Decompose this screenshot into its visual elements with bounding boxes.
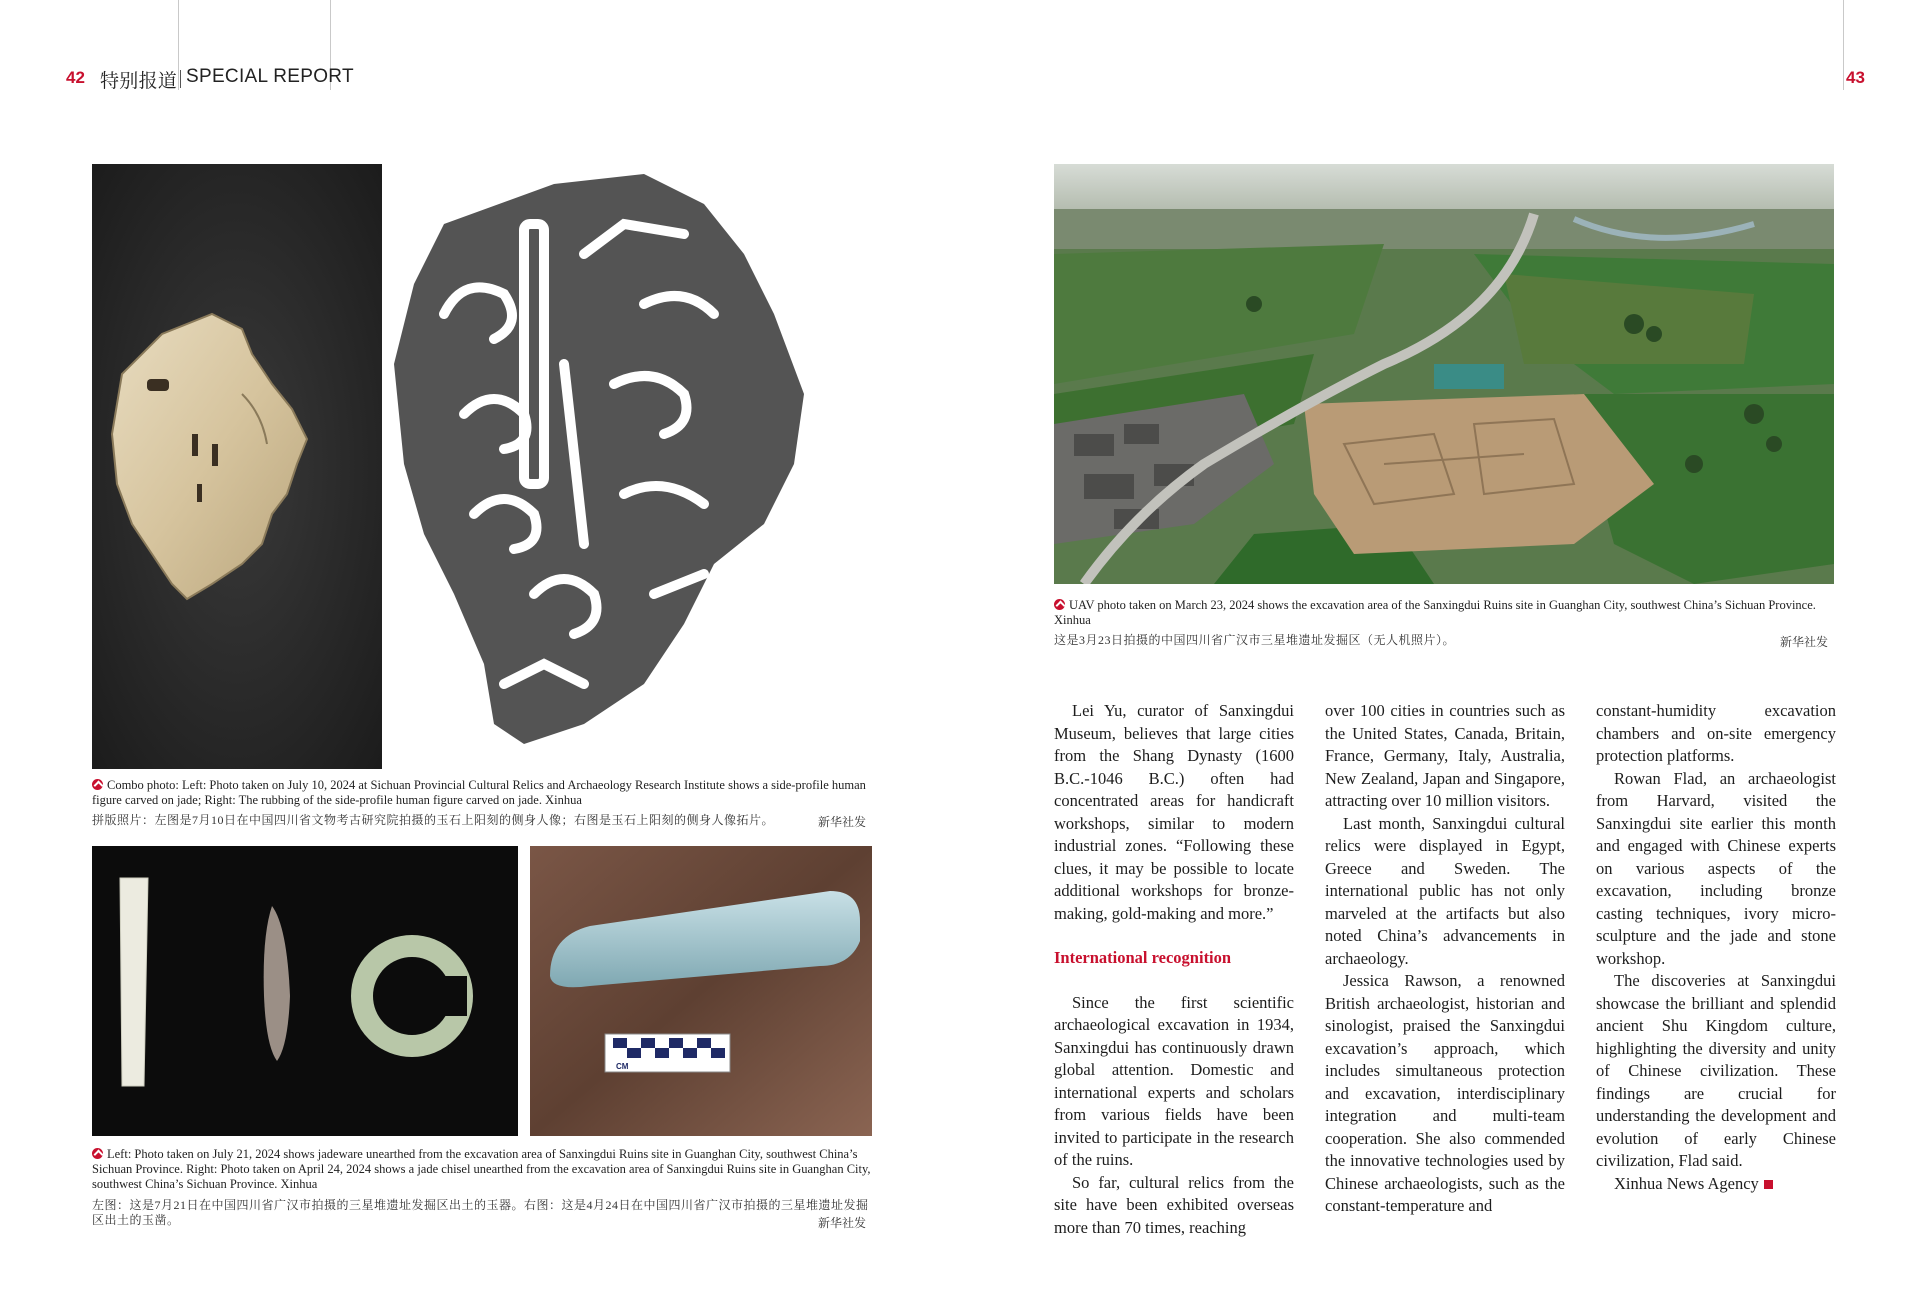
article-column-2 <box>1325 700 1565 1218</box>
header-divider <box>1843 0 1844 90</box>
article-paragraph: Lei Yu, curator of Sanxingdui Museum, believes that large cities from the Shang Dynasty (1600 B.C.-1046 B.C.) often had concentrated areas for handicraft workshops, similar to modern industrial zones. “Following these clues, it may be possible to locate additional workshops for bronze-making, gold-making and more.” <box>1054 701 1294 923</box>
rubbing-photo <box>384 164 872 769</box>
jadeware-credit: 新华社发 <box>818 1216 867 1230</box>
aerial-photo <box>1054 164 1834 584</box>
caption-arrow-icon <box>92 1148 103 1159</box>
jade-chisel-photo <box>530 846 872 1136</box>
article-paragraph: The discoveries at Sanxingdui showcase the brilliant and splendid ancient Shu Kingdom culture, highlighting the diversity and unity of Chinese civilization. These findings are crucial for understanding the development and evolution of early Chinese civilization, Flad said. <box>1596 971 1836 1170</box>
article-paragraph: So far, cultural relics from the site have been exhibited overseas more than 70 times, reaching <box>1054 1172 1294 1237</box>
article-paragraph: constant-humidity excavation chambers and on-site emergency protection platforms. <box>1596 701 1836 765</box>
jadeware-caption-zh: 左图：这是7月21日在中国四川省广汉市拍摄的三星堆遗址发掘区出土的玉器。右图：这是4月24日在中国四川省广汉市拍摄的三星堆遗址发掘区出土的玉凿。 <box>92 1198 869 1227</box>
uav-credit: 新华社发 <box>1780 635 1829 649</box>
article-paragraph: Jessica Rawson, a renowned British archaeologist, historian and sinologist, praised the Sanxingdui excavation’s approach, which includes simultaneous protection and excavation, interdisciplinary integration and multi-team cooperation. She also commended the innovative technologies used by Chinese archaeologists, such as the constant-temperature and <box>1325 971 1565 1215</box>
caption-arrow-icon <box>1054 599 1065 610</box>
uav-caption-en: UAV photo taken on March 23, 2024 shows the excavation area of the Sanxingdui Ruins site in Guanghan City, southwest China’s Sichuan Province. Xinhua <box>1054 598 1816 627</box>
article-column-1 <box>1054 700 1294 1239</box>
combo-caption-zh: 拼版照片：左图是7月10日在中国四川省文物考古研究院拍摄的玉石上阳刻的侧身人像；右图是玉石上阳刻的侧身人像拓片。 <box>92 813 775 827</box>
page-number-right: 43 <box>1846 68 1865 87</box>
page-number-left: 42 <box>66 68 85 87</box>
article-signoff: Xinhua News Agency <box>1596 1173 1836 1196</box>
section-label-zh: 特别报道 <box>100 71 178 92</box>
article-column-3 <box>1596 700 1836 1195</box>
end-mark-icon <box>1764 1180 1773 1189</box>
article-paragraph: over 100 cities in countries such as the United States, Canada, Britain, France, Germany, Italy, Australia, New Zealand, Japan and Singapore, attracting over 10 million visitors. <box>1325 701 1565 810</box>
caption-arrow-icon <box>92 779 103 790</box>
article-paragraph: Since the first scientific archaeological excavation in 1934, Sanxingdui has continuously drawn global attention. Domestic and international experts and scholars from various fields have been invited to participate in the research of the ruins. <box>1054 992 1294 1169</box>
section-separator <box>180 70 181 88</box>
jade-carving-photo <box>92 164 382 769</box>
article-paragraph: Last month, Sanxingdui cultural relics were displayed in Egypt, Greece and Sweden. The international public has not only marveled at the artifacts but also noted China’s advancements in archaeology. <box>1325 813 1565 968</box>
jadeware-caption-en: Left: Photo taken on July 21, 2024 shows jadeware unearthed from the excavation area of Sanxingdui Ruins site in Guanghan City, southwest China’s Sichuan Province. Right: Photo taken on April 24, 2024 shows a jade chisel unearthed from the excavation area of Sanxingdui Ruins site in Guanghan City, southwest China’s Sichuan Province. Xinhua <box>92 1147 871 1191</box>
article-paragraph: Rowan Flad, an archaeologist from Harvard, visited the Sanxingdui site earlier this month and engaged with Chinese experts on various aspects of the excavation, including bronze casting techniques, ivory micro-sculpture and the jade and stone workshop. <box>1596 768 1836 968</box>
combo-credit: 新华社发 <box>818 815 867 829</box>
header-divider <box>178 0 179 90</box>
scale-bar-label: CM <box>616 1062 629 1071</box>
article-subhead: International recognition <box>1054 948 1232 967</box>
section-label-en: SPECIAL REPORT <box>186 66 354 87</box>
jadeware-photo <box>92 846 518 1136</box>
uav-caption-zh: 这是3月23日拍摄的中国四川省广汉市三星堆遗址发掘区（无人机照片）。 <box>1054 633 1456 647</box>
combo-caption-en: Combo photo: Left: Photo taken on July 10, 2024 at Sichuan Provincial Cultural Relics and Archaeology Research Institute shows a side-profile human figure carved on jade; Right: The rubbing of the side-profile human figure carved on jade. Xinhua <box>92 778 866 807</box>
